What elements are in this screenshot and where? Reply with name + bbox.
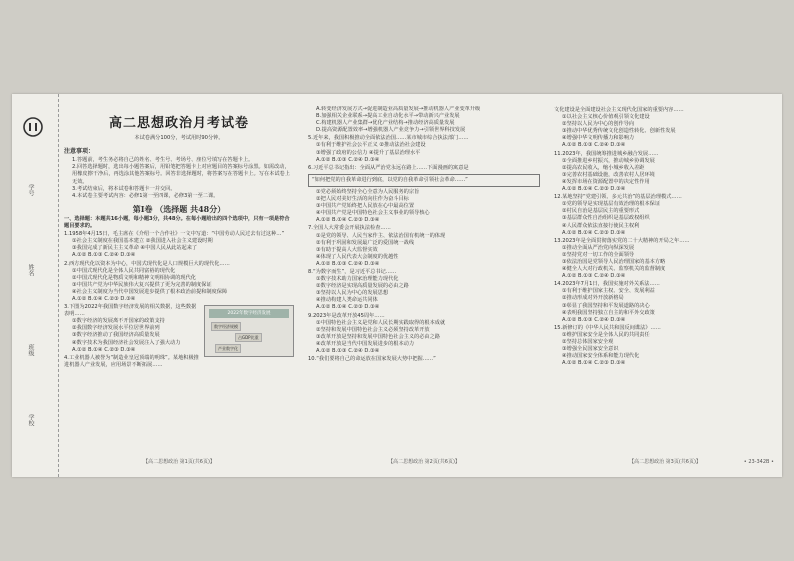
question-text: 文化建设是全面建设社会主义现代化国家的重要内容…… <box>554 107 684 113</box>
option-line: ③我国完成了新民主主义革命 ④中国人民从此站起来了 <box>72 245 198 252</box>
option-line: ②坚持党对一切工作的全面领导 <box>562 251 635 258</box>
option-line: ④中国共产党是中国特色社会主义事业的领导核心 <box>316 210 430 217</box>
option-line: ③有助于提高人大监督实效 <box>316 246 378 253</box>
exam-code: • 23-342B • <box>743 459 774 465</box>
option-line: ①中国式现代化是全体人民共同富裕的现代化 <box>72 267 176 274</box>
option-line: ①党的领导是实现基层有效治理的根本保证 <box>562 201 661 208</box>
answer-choices: A.①② B.①④ C.②③ D.③④ <box>562 186 626 193</box>
option-line: ④改革开放是当代中国发展进步的根本动力 <box>316 340 415 347</box>
note-item: 1.答题前，考生务必将自己的姓名、考生号、考场号、座位号填写在答题卡上。 <box>72 157 254 164</box>
note-item: 2.回答选择题时，选出每小题答案后，用铅笔把答题卡上对应题目的答案标号涂黑。如需改动，用橡皮擦干净后，再选涂其他答案标号。回答非选择题时，将答案写在答题卡上。写在本试卷上无效。 <box>72 164 290 185</box>
quote-box: “如何把党的自我革命进行到底，以党的自我革命引领社会革命……” <box>308 174 540 187</box>
option-line: ②把人民对美好生活的向往作为奋斗目标 <box>316 196 409 203</box>
answer-choices: A.①② B.①④ C.②③ D.③④ <box>316 304 380 311</box>
option-line: ④社会主义制度为当代中国发展进步提供了根本政治前提和制度保障 <box>72 288 228 295</box>
answer-choices: A.①② B.①④ C.②③ D.③④ <box>562 360 626 367</box>
sidebar-label-student-id: 学号 <box>27 184 34 196</box>
notes-title: 注意事项： <box>64 148 95 156</box>
option-line: ②推动形成对外开放新格局 <box>562 295 624 302</box>
option-line: ④人民群众依法直接行使民主权利 <box>562 222 640 229</box>
data-figure <box>204 305 294 357</box>
option-line: ④体现了人民代表大会制度的优越性 <box>316 253 399 260</box>
option-line: ③增强了政府的公信力 ④提升了基层治理水平 <box>316 149 421 156</box>
page-column-2 <box>308 106 540 461</box>
section-title: 第Ⅰ卷 （选择题 共48分） <box>132 203 226 214</box>
figure-label: 产业数字化 <box>215 344 241 353</box>
option-line: ①社会主义制度在我国基本建立 ②我国进入社会主义建设时期 <box>72 238 213 245</box>
sidebar-label-school: 学校 <box>27 414 34 426</box>
question-text: 13.2023年是全面贯彻落实党的二十大精神的开局之年…… <box>554 237 690 244</box>
answer-choices: A.①② B.①③ C.②④ D.③④ <box>316 260 380 267</box>
option-line: ③增强全民国家安全意识 <box>562 346 619 353</box>
sidebar-label-name: 姓名 <box>27 264 34 276</box>
option-line: ④推动构建人类命运共同体 <box>316 297 378 304</box>
option-line: ④发挥市场在资源配置中的决定性作用 <box>562 178 650 185</box>
answer-choices: A.①② B.①④ C.②③ D.③④ <box>562 229 626 236</box>
option-line: ③中国共产党为中华民族伟大复兴提供了更为完善的制度保证 <box>72 281 212 288</box>
figure-label: 数字经济规模 <box>211 322 241 331</box>
answer-choices: A.①② B.①③ C.②④ D.③④ <box>562 316 626 323</box>
page-footer-2: 【高二思想政治 第2页(共6页)】 <box>388 459 460 465</box>
option-line: ②有利于巩固和发展最广泛的爱国统一战线 <box>316 239 415 246</box>
question-text: 1.1958年4月15日，毛主席在《介绍一个合作社》一文中写道：“中国劳动人民过去有过这种…” <box>64 231 285 238</box>
option-line: ②数字经济是实现高质量发展的必由之路 <box>316 283 409 290</box>
school-logo-icon <box>20 116 46 138</box>
option-line: ②村民自治是基层民主的重要形式 <box>562 208 640 215</box>
option-line: ④表明我国坚持独立自主的和平外交政策 <box>562 309 655 316</box>
option-line: ①推动全面从严治党向纵深发展 <box>562 244 635 251</box>
binding-margin <box>12 94 59 477</box>
question-text: 15.新修订的《中华人民共和国反间谍法》…… <box>554 324 661 331</box>
question-text: 9.2023年是改革开放45周年…… <box>308 312 385 319</box>
sidebar-label-class: 班级 <box>27 344 34 356</box>
question-text: 11.2023年，我国统筹推进城乡融合发展…… <box>554 150 659 157</box>
option-line: ④健全人大对行政机关、监察机关的监督制度 <box>562 266 666 273</box>
question-text: 10.“我们要将自己的命运放在国家发展大势中把握……” <box>308 356 436 363</box>
question-text: 12.某地坚持“党建引领、多元共治”的基层治理模式…… <box>554 194 682 201</box>
question-text: 5.近年来，我国积极推动全面依法治国……某市城市综合执法部门…… <box>308 135 469 142</box>
page-title: 高二思想政治月考试卷 <box>108 116 249 131</box>
answer-choices: A.①② B.①③ C.②④ D.③④ <box>72 252 136 259</box>
answer-choices: A.①② B.①③ C.②④ D.③④ <box>562 273 626 280</box>
option-line: ①全面推进乡村振兴，推动城乡协调发展 <box>562 157 655 164</box>
figure-caption: 2022年数字经济发展 <box>209 309 289 318</box>
answer-choices: A.①② B.①③ C.②④ D.③④ <box>316 348 380 354</box>
option-line: ①有利于维护国家主权、安全、发展利益 <box>562 288 655 295</box>
option-line: ②提高农民收入，缩小城乡收入差距 <box>562 164 645 171</box>
option-line: ④推动国家安全体系和能力现代化 <box>562 353 640 360</box>
option-line: ①维护国家安全是全体人民的共同责任 <box>562 331 650 338</box>
section-instruction: 一、选择题：本题共16小题，每小题3分，共48分。在每小题给出的四个选项中，只有一项是符合题目要求的。 <box>64 215 290 230</box>
question-text: 7.全国人大常委会开展执法检查…… <box>308 225 391 232</box>
option-line: ①党必须始终坚持全心全意为人民服务的宗旨 <box>316 188 420 195</box>
question-text: 6.习近平总书记指出：全面从严治党永远在路上……下面漫画的寓意是 <box>308 164 469 171</box>
answer-choices: A.①② B.①④ C.②③ D.③④ <box>72 346 136 353</box>
option-line: ②中国式现代化是物质文明和精神文明相协调的现代化 <box>72 274 196 281</box>
option-line: ②坚持以人民为中心的创作导向 <box>562 121 635 128</box>
page-column-3 <box>554 106 776 461</box>
option-line: ②坚持总体国家安全观 <box>562 339 614 345</box>
option-line: ①有利于维护社会公平正义 ②推动法治社会建设 <box>316 142 426 149</box>
option-line: ③坚持以人民为中心的发展思想 <box>316 290 389 297</box>
option-line: A.转变经济发展方式→促进制造业高质量发展→推动机器人产业变革升级 <box>316 106 481 112</box>
note-item: 4.本试卷主要考试内容：必修1第一至四课，必修3第一至二课。 <box>72 192 219 199</box>
option-line: ①数字经济的发展离不开国家的政策支持 <box>72 318 165 325</box>
option-line: ②我国数字经济发展水平位居世界前列 <box>72 325 160 332</box>
option-line: ③依法治国是党领导人民治理国家的基本方略 <box>562 258 666 265</box>
option-line: ①数字技术助力国家治理能力现代化 <box>316 276 399 283</box>
figure-label: 占GDP比重 <box>235 333 262 342</box>
option-line: C.构建机器人产业集群→优化产业结构→推动经济高质量发展 <box>316 120 455 127</box>
question-text: 14.2023年7月1日，我国实施对外关系法…… <box>554 281 660 288</box>
answer-choices: A.①② B.①④ C.②③ D.③④ <box>72 295 136 302</box>
option-line: ③彰显了我国坚持和平发展道路的决心 <box>562 302 650 309</box>
answer-choices: A.①② B.①④ C.②③ D.③④ <box>316 217 380 224</box>
page-footer-3: 【高二思想政治 第3页(共6页)】 <box>629 459 701 465</box>
option-line: ③数字经济推动了我国经济高质量发展 <box>72 332 160 339</box>
option-line: ①是党的领导、人民当家作主、依法治国有机统一的体现 <box>316 232 446 239</box>
note-item: 3.考试结束后，将本试卷和答题卡一并交回。 <box>72 185 176 192</box>
answer-choices: A.①② B.①③ C.②④ D.③④ <box>316 156 380 163</box>
option-line: ③改革开放是坚持和发展中国特色社会主义的必由之路 <box>316 333 440 340</box>
option-line: ①中国特色社会主义是党和人民长期实践取得的根本成就 <box>316 319 446 326</box>
option-line: ③完善农村基础设施，改善农村人居环境 <box>562 171 655 178</box>
exam-subtitle: 本试卷满分100分，考试用时90分钟。 <box>134 135 224 142</box>
option-line: D.提高资源配置效率→增强机器人产业竞争力→引领世界科技发展 <box>316 127 466 134</box>
option-line: ③推动中华优秀传统文化创造性转化、创新性发展 <box>562 128 676 135</box>
exam-paper <box>12 94 782 477</box>
option-line: ④增强中华文明传播力和影响力 <box>562 135 635 142</box>
question-text: 8.“为数字而生”，是习近平总书记…… <box>308 268 397 275</box>
option-line: ③中国共产党始终把人民放在心中最高位置 <box>316 203 415 210</box>
page-footer-1: 【高二思想政治 第1页(共6页)】 <box>143 459 215 465</box>
option-line: ③基层群众性自治组织是基层政权组织 <box>562 215 650 222</box>
option-line: ②坚持和发展中国特色社会主义必须坚持改革开放 <box>316 326 430 333</box>
option-line: ①以社会主义核心价值观引领文化建设 <box>562 114 650 121</box>
answer-choices: A.①② B.①③ C.②④ D.③④ <box>562 142 626 149</box>
question-text: 4.工业机器人被誉为“制造业皇冠顶端的明珠”。某地积极推进机器人产业发展，应用场景不断拓展…… <box>64 354 199 368</box>
option-line: B.加强相关企业联系→提高工业自动化水平→带动新兴产业发展 <box>316 113 460 120</box>
question-text: 2.西方现代化以资本为中心，中国式现代化是人口规模巨大的现代化…… <box>64 260 230 267</box>
option-line: ④数字技术为我国经济社会发展注入了强大动力 <box>72 339 181 346</box>
page-column-1 <box>64 106 294 461</box>
question-text: 3.下图为2022年我国数字经济发展的相关数据，这些数据表明…… <box>64 304 197 318</box>
